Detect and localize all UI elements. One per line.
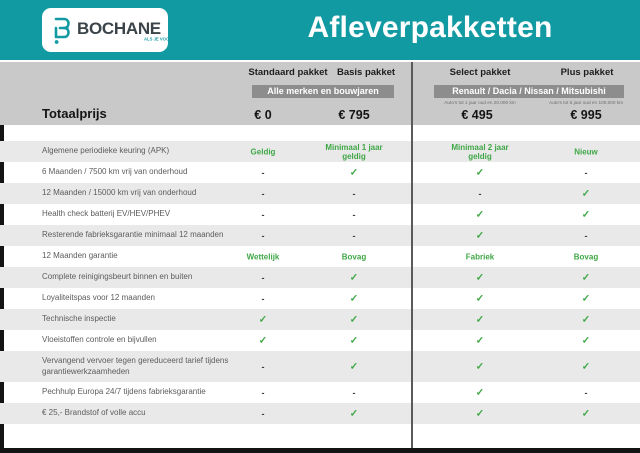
- row-value: ✓: [258, 335, 268, 346]
- row-value: ✓: [349, 293, 359, 304]
- row-value: Minimaal 2 jaar geldig: [451, 142, 509, 161]
- row-label: 12 Maanden garantie: [42, 251, 118, 261]
- table-row: [0, 351, 640, 382]
- row-value: -: [261, 387, 265, 398]
- brands-banner-right: Renault / Dacia / Nissan / Mitsubishi: [434, 85, 624, 98]
- bottom-frame-bar: [0, 448, 640, 453]
- row-label: Algemene periodieke keuring (APK): [42, 146, 170, 156]
- row-value: ✓: [581, 209, 591, 220]
- price-select: € 495: [461, 108, 493, 122]
- row-value: ✓: [475, 167, 485, 178]
- feature-rows: [0, 141, 640, 424]
- page-header: [0, 0, 640, 60]
- row-value: ✓: [475, 209, 485, 220]
- row-value: -: [584, 387, 588, 398]
- row-label: € 25,- Brandstof of volle accu: [42, 408, 146, 418]
- row-value: ✓: [475, 335, 485, 346]
- price-standaard: € 0: [254, 108, 272, 122]
- row-value: ✓: [349, 314, 359, 325]
- brands-banner-left: Alle merken en bouwjaren: [252, 85, 394, 98]
- column-note-plus: Auto's tot 5 jaar oud en 100.000 km: [548, 100, 624, 106]
- price-basis: € 795: [338, 108, 370, 122]
- row-label: Technische inspectie: [42, 314, 116, 324]
- table-row: [0, 330, 640, 351]
- row-value: ✓: [349, 167, 359, 178]
- row-value: -: [584, 230, 588, 241]
- row-label: 6 Maanden / 7500 km vrij van onderhoud: [42, 167, 188, 177]
- row-value: -: [478, 188, 482, 199]
- row-label: Pechhulp Europa 24/7 tijdens fabrieksgarantie: [42, 387, 206, 397]
- row-value: Geldig: [250, 147, 276, 156]
- row-value: -: [352, 209, 356, 220]
- row-value: -: [584, 167, 588, 178]
- page-title: Afleverpakketten: [307, 11, 553, 44]
- totaalprijs-label: Totaalprijs: [42, 106, 107, 121]
- table-row: [0, 309, 640, 330]
- row-value: -: [261, 188, 265, 199]
- row-value: ✓: [349, 361, 359, 372]
- row-value: Minimaal 1 jaar geldig: [325, 142, 383, 161]
- row-value: ✓: [475, 361, 485, 372]
- row-value: -: [352, 387, 356, 398]
- row-value: -: [261, 361, 265, 372]
- row-value: -: [352, 188, 356, 199]
- row-value: ✓: [475, 293, 485, 304]
- row-label: 12 Maanden / 15000 km vrij van onderhoud: [42, 188, 197, 198]
- column-title-basis: Basis pakket: [336, 67, 396, 78]
- column-title-plus: Plus pakket: [560, 67, 614, 78]
- row-value: Bovag: [573, 252, 599, 261]
- row-value: ✓: [581, 361, 591, 372]
- row-label: Resterende fabrieksgarantie minimaal 12 maanden: [42, 230, 224, 240]
- row-label: Health check batterij EV/HEV/PHEV: [42, 209, 171, 219]
- row-value: ✓: [581, 314, 591, 325]
- column-title-select: Select pakket: [449, 67, 511, 78]
- table-row: [0, 267, 640, 288]
- row-value: ✓: [475, 387, 485, 398]
- bochane-b-icon: [51, 15, 75, 46]
- table-row: [0, 288, 640, 309]
- row-value: -: [261, 272, 265, 283]
- price-plus: € 995: [570, 108, 602, 122]
- table-row: [0, 162, 640, 183]
- logo-wordmark: BOCHANE: [77, 19, 161, 38]
- row-value: -: [261, 167, 265, 178]
- row-value: -: [261, 293, 265, 304]
- table-row: [0, 382, 640, 403]
- bochane-logo: [42, 8, 188, 52]
- row-value: ✓: [349, 272, 359, 283]
- row-label: Complete reinigingsbeurt binnen en buiten: [42, 272, 193, 282]
- row-value: -: [261, 209, 265, 220]
- row-value: Nieuw: [574, 147, 598, 156]
- row-value: ✓: [475, 408, 485, 419]
- table-row: [0, 141, 640, 162]
- row-value: ✓: [581, 188, 591, 199]
- table-row: [0, 225, 640, 246]
- row-value: ✓: [258, 314, 268, 325]
- row-value: ✓: [581, 408, 591, 419]
- row-value: ✓: [581, 293, 591, 304]
- row-value: ✓: [475, 314, 485, 325]
- column-note-select: Auto's tot 1 jaar oud en 20.000 km: [444, 100, 516, 106]
- row-value: Fabriek: [465, 252, 495, 261]
- table-row: [0, 246, 640, 267]
- row-label: Vloeistoffen controle en bijvullen: [42, 335, 157, 345]
- column-title-standaard: Standaard pakket: [248, 67, 328, 78]
- row-value: ✓: [475, 230, 485, 241]
- row-value: -: [261, 408, 265, 419]
- row-value: Wettelijk: [246, 252, 280, 261]
- row-value: ✓: [349, 408, 359, 419]
- row-value: ✓: [581, 272, 591, 283]
- row-label: Loyaliteitspas voor 12 maanden: [42, 293, 155, 303]
- table-row: [0, 204, 640, 225]
- row-label: Vervangend vervoer tegen gereduceerd tarief tijdens garantiewerkzaamheden: [42, 356, 229, 376]
- table-row: [0, 403, 640, 424]
- table-row: [0, 183, 640, 204]
- logo-tagline: ALS JE VOORUIT WIL: [144, 37, 188, 42]
- row-value: ✓: [475, 272, 485, 283]
- row-value: -: [352, 230, 356, 241]
- row-value: ✓: [349, 335, 359, 346]
- row-value: Bovag: [341, 252, 367, 261]
- row-value: ✓: [581, 335, 591, 346]
- group-divider-line: [411, 62, 413, 448]
- row-value: -: [261, 230, 265, 241]
- column-header-band: [0, 62, 640, 125]
